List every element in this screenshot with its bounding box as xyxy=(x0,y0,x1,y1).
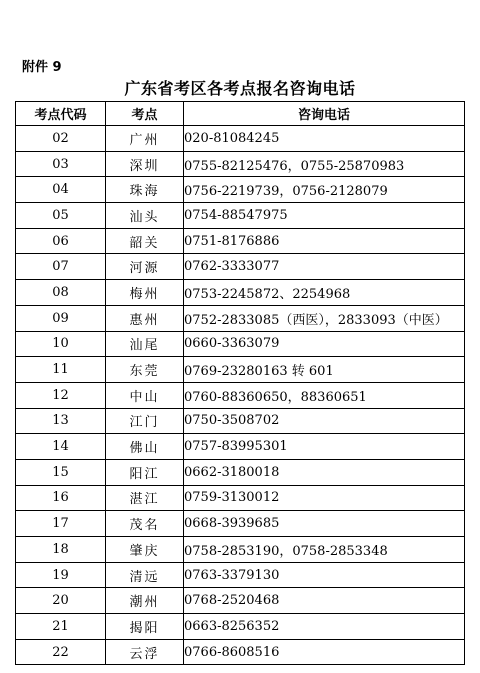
exam-site-cell: 阳江 xyxy=(106,459,184,485)
exam-site-cell: 深圳 xyxy=(106,151,184,177)
consultation-phone-cell: 0752-2833085（西医），2833093（中医） xyxy=(184,305,465,331)
exam-site-code-cell: 19 xyxy=(16,562,106,588)
document-title: 广东省考区各考点报名咨询电话 xyxy=(124,79,356,98)
table-row xyxy=(16,408,465,434)
table-row xyxy=(16,254,465,280)
table-row xyxy=(16,382,465,408)
exam-site-code-cell: 11 xyxy=(16,357,106,383)
consultation-phone-cell: 0668-3939685 xyxy=(184,511,465,537)
exam-site-cell: 茂名 xyxy=(106,511,184,537)
exam-site-code-cell: 13 xyxy=(16,408,106,434)
consultation-phone-cell: 0757-83995301 xyxy=(184,434,465,460)
exam-site-code-cell: 02 xyxy=(16,126,106,152)
table-row xyxy=(16,331,465,357)
table-row xyxy=(16,485,465,511)
exam-site-code-cell: 03 xyxy=(16,151,106,177)
consultation-phone-cell: 0753-2245872、2254968 xyxy=(184,280,465,306)
table-body xyxy=(16,126,465,665)
exam-site-cell: 珠海 xyxy=(106,177,184,203)
consultation-phone-cell: 0768-2520468 xyxy=(184,588,465,614)
exam-site-cell: 河源 xyxy=(106,254,184,280)
exam-site-cell: 肇庆 xyxy=(106,537,184,563)
consultation-phone-cell: 0769-23280163 转 601 xyxy=(184,357,465,383)
consultation-phone-cell: 0754-88547975 xyxy=(184,203,465,229)
table-row xyxy=(16,228,465,254)
table-row xyxy=(16,434,465,460)
exam-site-cell: 东莞 xyxy=(106,357,184,383)
table-row xyxy=(16,203,465,229)
consultation-phone-cell: 0756-2219739，0756-2128079 xyxy=(184,177,465,203)
exam-site-code-cell: 12 xyxy=(16,382,106,408)
exam-site-cell: 韶关 xyxy=(106,228,184,254)
table-row xyxy=(16,588,465,614)
exam-site-cell: 湛江 xyxy=(106,485,184,511)
exam-site-cell: 潮州 xyxy=(106,588,184,614)
table-row xyxy=(16,151,465,177)
exam-site-cell: 揭阳 xyxy=(106,614,184,640)
exam-site-cell: 江门 xyxy=(106,408,184,434)
table-row xyxy=(16,280,465,306)
exam-site-cell: 惠州 xyxy=(106,305,184,331)
exam-site-cell: 汕尾 xyxy=(106,331,184,357)
table-row xyxy=(16,357,465,383)
exam-site-code-cell: 05 xyxy=(16,203,106,229)
table-row xyxy=(16,639,465,665)
consultation-phone-cell: 0758-2853190，0758-2853348 xyxy=(184,537,465,563)
consultation-phone-cell: 0662-3180018 xyxy=(184,459,465,485)
table-header-row xyxy=(16,102,465,126)
exam-site-cell: 汕头 xyxy=(106,203,184,229)
consultation-phone-cell: 0755-82125476，0755-25870983 xyxy=(184,151,465,177)
exam-site-code-cell: 06 xyxy=(16,228,106,254)
consultation-phone-cell: 0751-8176886 xyxy=(184,228,465,254)
table-row xyxy=(16,614,465,640)
table-row xyxy=(16,511,465,537)
header-exam-site: 考点 xyxy=(106,102,184,126)
exam-site-code-cell: 16 xyxy=(16,485,106,511)
consultation-phone-cell: 0766-8608516 xyxy=(184,639,465,665)
exam-site-cell: 梅州 xyxy=(106,280,184,306)
table-row xyxy=(16,562,465,588)
consultation-phone-cell: 0763-3379130 xyxy=(184,562,465,588)
table-row xyxy=(16,126,465,152)
attachment-label: 附件 9 xyxy=(22,60,62,75)
exam-site-code-cell: 21 xyxy=(16,614,106,640)
exam-site-cell: 广州 xyxy=(106,126,184,152)
consultation-phone-cell: 0759-3130012 xyxy=(184,485,465,511)
exam-site-code-cell: 09 xyxy=(16,305,106,331)
consultation-phone-cell: 0660-3363079 xyxy=(184,331,465,357)
consultation-phone-table xyxy=(15,101,465,665)
header-consultation-phone: 咨询电话 xyxy=(184,102,465,126)
consultation-phone-cell: 0750-3508702 xyxy=(184,408,465,434)
consultation-phone-cell: 0762-3333077 xyxy=(184,254,465,280)
exam-site-code-cell: 18 xyxy=(16,537,106,563)
consultation-phone-cell: 0663-8256352 xyxy=(184,614,465,640)
exam-site-cell: 佛山 xyxy=(106,434,184,460)
table-row xyxy=(16,537,465,563)
exam-site-code-cell: 15 xyxy=(16,459,106,485)
exam-site-code-cell: 10 xyxy=(16,331,106,357)
table-row xyxy=(16,177,465,203)
header-exam-site-code: 考点代码 xyxy=(16,102,106,126)
exam-site-cell: 清远 xyxy=(106,562,184,588)
table-row xyxy=(16,305,465,331)
exam-site-code-cell: 14 xyxy=(16,434,106,460)
exam-site-code-cell: 17 xyxy=(16,511,106,537)
exam-site-code-cell: 08 xyxy=(16,280,106,306)
exam-site-code-cell: 22 xyxy=(16,639,106,665)
consultation-phone-cell: 0760-88360650，88360651 xyxy=(184,382,465,408)
exam-site-code-cell: 07 xyxy=(16,254,106,280)
consultation-phone-cell: 020-81084245 xyxy=(184,126,465,152)
exam-site-code-cell: 20 xyxy=(16,588,106,614)
exam-site-cell: 中山 xyxy=(106,382,184,408)
table-row xyxy=(16,459,465,485)
exam-site-cell: 云浮 xyxy=(106,639,184,665)
exam-site-code-cell: 04 xyxy=(16,177,106,203)
